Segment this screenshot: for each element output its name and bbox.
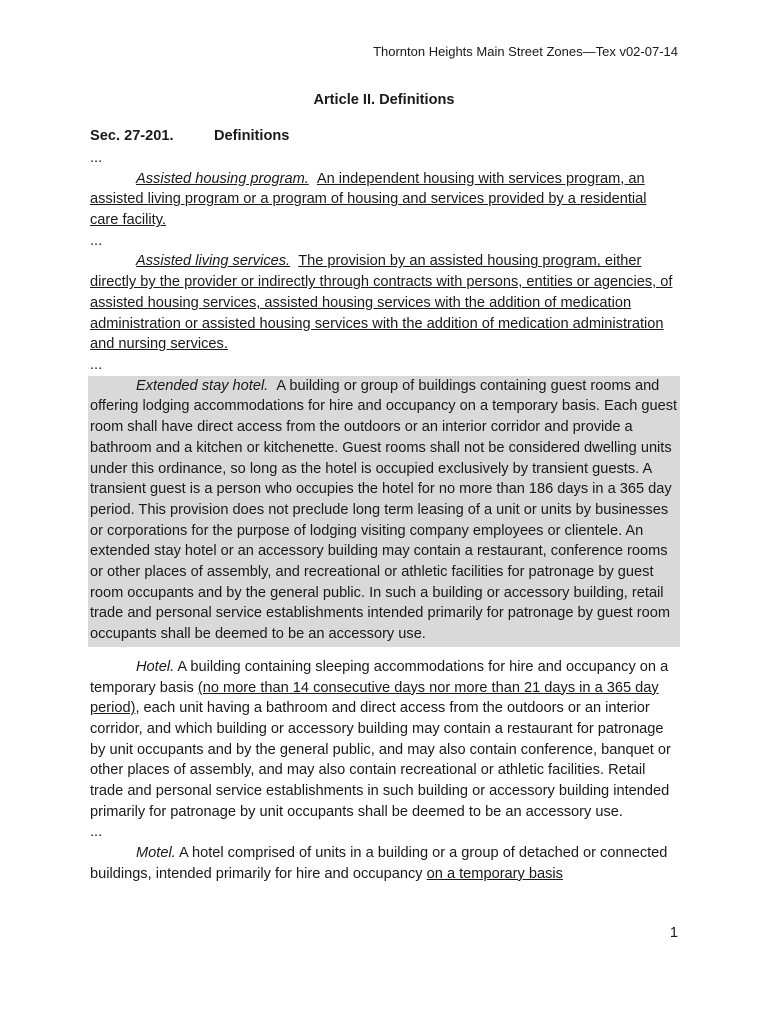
section-name: Definitions (214, 128, 290, 144)
definition-assisted-housing-program (90, 169, 678, 231)
running-header: Thornton Heights Main Street Zones—Tex v02-07-14 (373, 44, 678, 59)
ellipsis: ... (90, 150, 103, 166)
definition-text: A building containing sleeping accommodations for hire and occupancy on a temporary basis (90, 658, 669, 696)
definition-hotel (90, 657, 678, 823)
page-number: 1 (669, 925, 678, 941)
definition-term: Assisted housing program. (136, 170, 309, 187)
definition-motel (90, 843, 678, 884)
definition-amendment: (no more than 14 consecutive days nor more than 21 days in a 365 day period) (90, 679, 659, 717)
definition-extended-stay-hotel (88, 376, 680, 647)
paragraph-gap (90, 647, 678, 657)
document-body (90, 148, 678, 885)
section-number: Sec. 27-201. (90, 128, 174, 144)
definition-term: Motel. (136, 845, 176, 862)
definition-text: A hotel comprised of units in a building or a group of detached or connected buildings, intended primarily for hire and occupancy (90, 845, 668, 882)
definition-text: A building or group of buildings containing guest rooms and offering lodging accommodations for hire and occupancy on a temporary basis. Each guest room shall have direct access from the outdoors or an interior corridor and provide a bathroom and a kitchen or kitchenette. Guest rooms shall not be considered dwelling units under this ordinance, so long as the hotel is occupied exclusively by transient guests. A transient guest is a person who occupies the hotel for no more than 186 days in a 365 day period. This provision does not preclude long term leasing of a unit or units by businesses or corporations for the purpose of lodging visiting company employees or clientele. An extended stay hotel or an accessory building may contain a restaurant, conference rooms or other places of assembly, and recreational or athletic facilities for patronage by guest room occupants and by the general public. In such a building or accessory building, retail trade and personal service establishments intended primarily for patronage by guest room occupants shall be deemed to be an accessory use. (90, 377, 678, 643)
definition-text: The provision by an assisted housing program, either directly by the provider or indirectly through contracts with persons, entities or agencies, of assisted housing services, assisted housing services with the addition of medication administration or assisted housing services with the addition of medication administration and nursing services. (90, 253, 673, 353)
definition-term: Assisted living services. (136, 253, 291, 270)
definition-term: Hotel. (136, 658, 175, 675)
definition-term: Extended stay hotel. (136, 377, 269, 394)
article-title: Article II. Definitions (313, 92, 455, 108)
ellipsis: ... (90, 232, 103, 249)
definition-assisted-living-services (90, 251, 678, 355)
section-heading (90, 128, 290, 144)
ellipsis: ... (90, 824, 103, 841)
definition-text: , each unit having a bathroom and direct access from the outdoors or an interior corridor, and which building or accessory building may contain a restaurant for patronage by unit occupants and by the general public, and may also contain conference, banquet or other places of assembly, and may also contain recreational or athletic facilities. Retail trade and personal service establishments in such building or accessory building intended primarily for patronage by unit occupants shall be deemed to be an accessory use. (90, 700, 671, 820)
definition-text: An independent housing with services program, an assisted living program or a program of housing and services provided by a residential care facility. (90, 170, 647, 229)
ellipsis: ... (90, 357, 103, 373)
definition-amendment: on a temporary basis (426, 865, 563, 882)
